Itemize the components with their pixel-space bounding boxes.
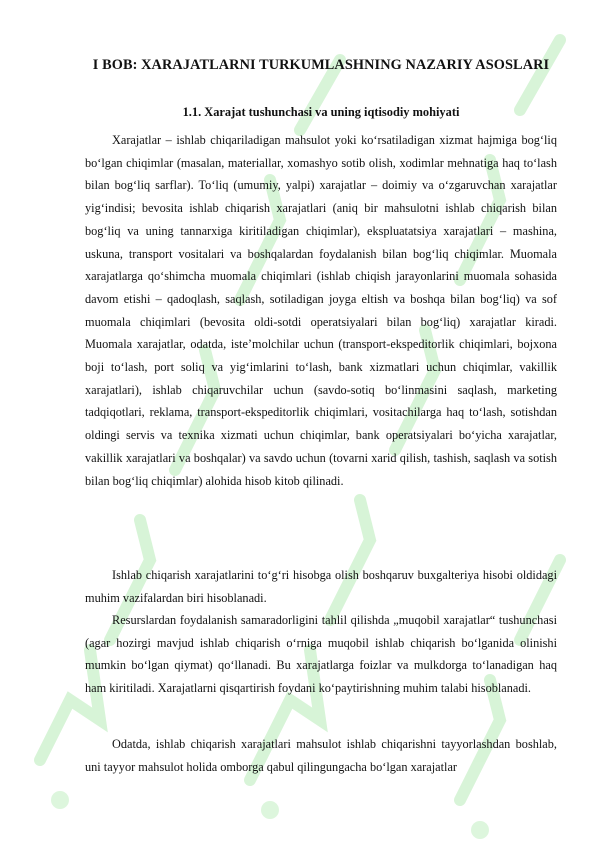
paragraph-1: Xarajatlar – ishlab chiqariladigan mahsulot yoki ko‘rsatiladigan xizmat hajmiga bog‘liq bo‘lgan chiqimlar (masalan, materiallar, xomashyo sotib olish, xodimlar mehnatiga haq to‘lash bilan bog‘liq sarflar). To‘liq (umumiy, yalpi) xarajatlar – doimiy va o‘zgaruvchan xarajatlar yig‘indisi; bevosita ishlab chiqarish xarajatlari (aniq bir mahsulotni ishlab chiqarish bilan bog‘liq va uning tannarxiga kiritiladigan chiqimlar), ekspluatatsiya xarajatlari – mashina, uskuna, transport vositalari va boshqalardan foydalanish bilan bog‘liq chiqimlar. Muomala xarajatlarga qo‘shimcha muomala chiqimlari (ishlab chiqish jarayonlarini muomala sohasida davom etishi – qadoqlash, saqlash, sotiladigan joyga eltish va boshqa bilan bog‘liq) va sof muomala chiqimlari (bevosita oldi-sotdi operatsiyalari bilan bog‘liq) xarajatlar kiradi. Muomala xarajatlar, odatda, iste’molchilar uchun (transport-ekspeditorlik chiqimlari, bojxona boji to‘lash, port soliq va yig‘imlarini to‘lash, bank xizmatlari uchun chiqimlar, vakillik xarajatlari), ishlab chiqaruvchilar uchun (savdo-sotiq bo‘linmasini saqlash, marketing tadqiqotlari, reklama, transport-ekspeditorlik chiqimlari, vositachilarga haq to‘lash, sotishdan oldingi servis va texnika xizmati uchun chiqimlar, bank operatsiyalari bo‘yicha xarajatlar, vakillik xarajatlari va boshqalar) va savdo uchun (tovarni xarid qilish, tashish, saqlash va sotish bilan bog‘liq chiqimlar) alohida hisob kitob qilinadi. <box>85 133 557 488</box>
paragraph-3: Resurslardan foydalanish samaradorligini tahlil qilishda „muqobil xarajatlar“ tushunchasi (agar hozirgi mavjud ishlab chiqarish o‘rniga muqobil ishlab chiqarish bo‘lganida olinishi mumkin bo‘lgan qiymat) qo‘llanadi. Bu xarajatlarga foizlar va mulkdorga to‘lanadigan haq ham kiritiladi. Xarajatlarni qisqartirish foydani ko‘paytirishning muhim talabi hisoblanadi. <box>85 613 557 696</box>
section-title: 1.1. Xarajat tushunchasi va uning iqtisodiy mohiyati <box>182 105 460 119</box>
paragraph-2: Ishlab chiqarish xarajatlarini to‘g‘ri hisobga olish boshqaruv buxgalteriya hisobi oldidagi muhim vazifalardan biri hisoblanadi. <box>85 568 557 605</box>
paragraph-4: Odatda, ishlab chiqarish xarajatlari mahsulot ishlab chiqarishni tayyorlashdan boshlab, uni tayyor mahsulot holida omborga qabul qilingungacha bo‘lgan xarajatlar <box>85 737 557 774</box>
chapter-title: I BOB: XARAJATLARNI TURKUMLASHNING NAZARIY ASOSLARI <box>92 57 550 73</box>
